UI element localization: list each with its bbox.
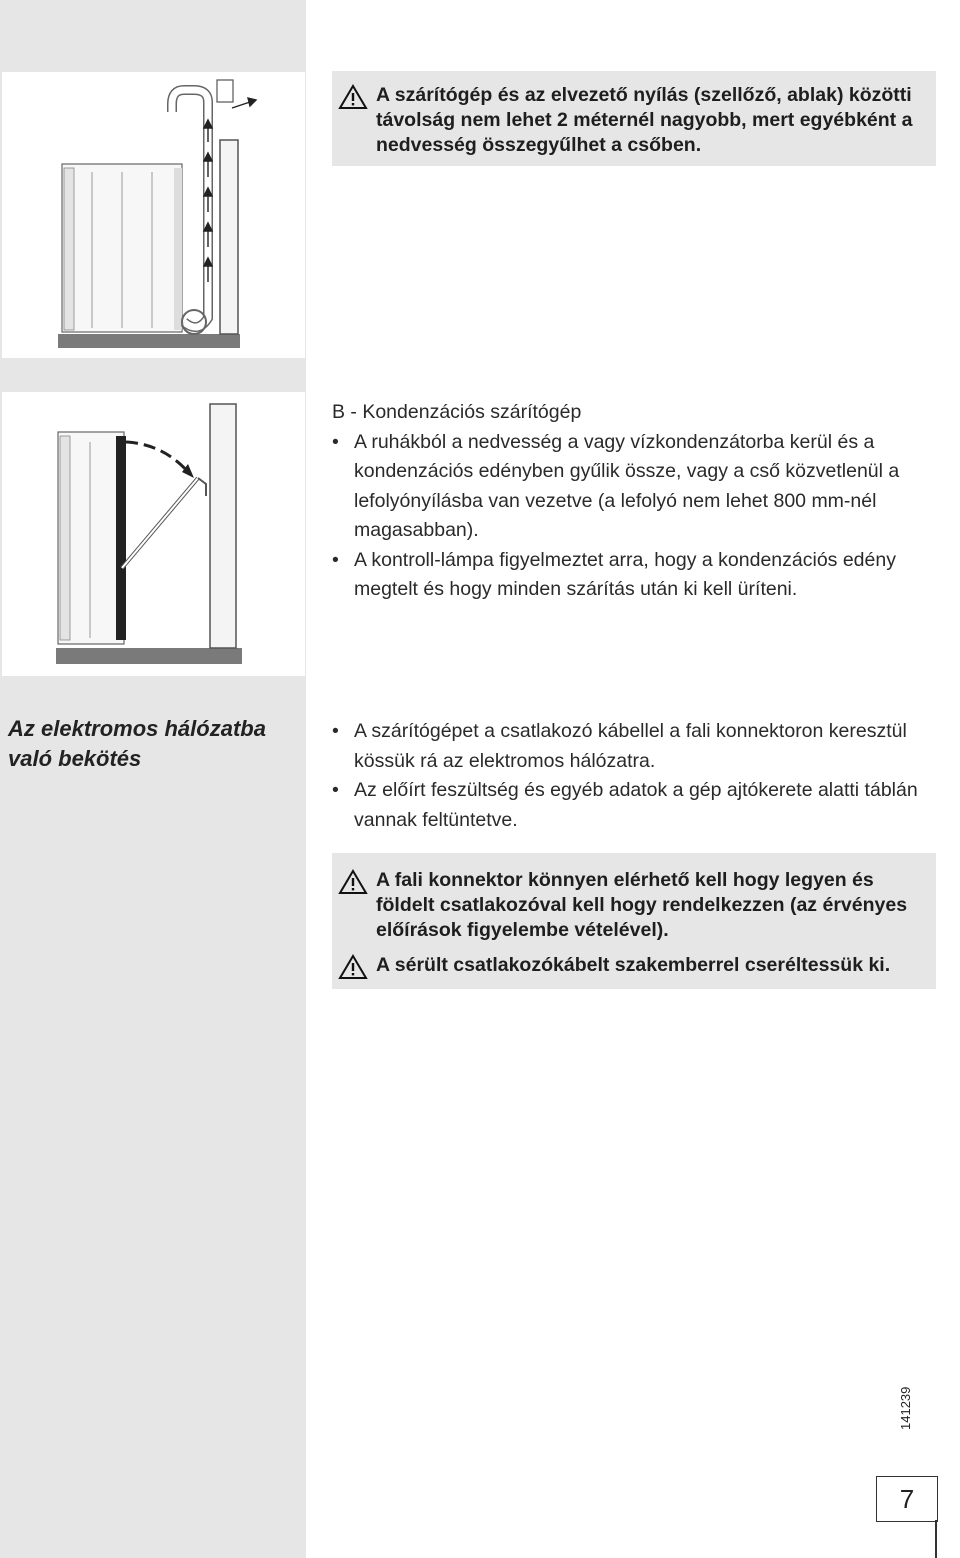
condenser-heading: B - Kondenzációs szárítógép bbox=[332, 401, 582, 423]
warning-text: A szárítógép és az elvezető nyílás (szellőző, ablak) közötti távolság nem lehet 2 méternél nagyobb, mert egyébként a nedvesség összegyűlhet a csőben. bbox=[376, 84, 913, 156]
condenser-dryer-illustration bbox=[2, 392, 305, 676]
electrical-section-title: Az elektromos hálózatba való bekötés bbox=[8, 716, 266, 771]
condenser-bullet-1: • A ruhákból a nedvesség a vagy vízkondenzátorba kerül és a kondenzációs edényben gyűlik össze, vagy a cső közvetlenül a lefolyónyílásba van vezetve (a lefolyó nem lehet 800 mm-nél magasabban). bbox=[332, 428, 936, 546]
electrical-bullet-1: • A szárítógépet a csatlakozó kábellel a fali konnektoron keresztül kössük rá az elektromos hálózatra. bbox=[332, 717, 936, 776]
condenser-section bbox=[332, 398, 936, 605]
warning-row-socket bbox=[332, 868, 928, 943]
warning-triangle-icon bbox=[338, 84, 368, 110]
condenser-bullet-2: • A kontroll-lámpa figyelmeztet arra, hogy a kondenzációs edény megtelt és hogy minden szárítás után ki kell üríteni. bbox=[332, 546, 936, 605]
electrical-bullet-2: • Az előírt feszültség és egyéb adatok a gép ajtókerete alatti táblán vannak feltüntetve. bbox=[332, 776, 936, 835]
warning-row-cable bbox=[332, 953, 928, 978]
warning-box-distance bbox=[332, 71, 936, 166]
electrical-section bbox=[332, 717, 936, 835]
warning-triangle-icon bbox=[338, 869, 368, 895]
warning-text-cable: A sérült csatlakozókábelt szakemberrel cseréltessük ki. bbox=[376, 954, 891, 976]
warning-triangle-icon bbox=[338, 954, 368, 980]
vented-dryer-illustration bbox=[2, 72, 305, 358]
document-code: 141239 bbox=[898, 1386, 913, 1430]
page-number-line bbox=[935, 1520, 937, 1558]
warning-box-electrical bbox=[332, 853, 936, 989]
page-number: 7 bbox=[876, 1476, 938, 1522]
warning-row bbox=[332, 83, 928, 158]
warning-text-socket: A fali konnektor könnyen elérhető kell hogy legyen és földelt csatlakozóval kell hogy rendelkezzen (az érvényes előírások figyelembe vételével). bbox=[376, 869, 908, 941]
